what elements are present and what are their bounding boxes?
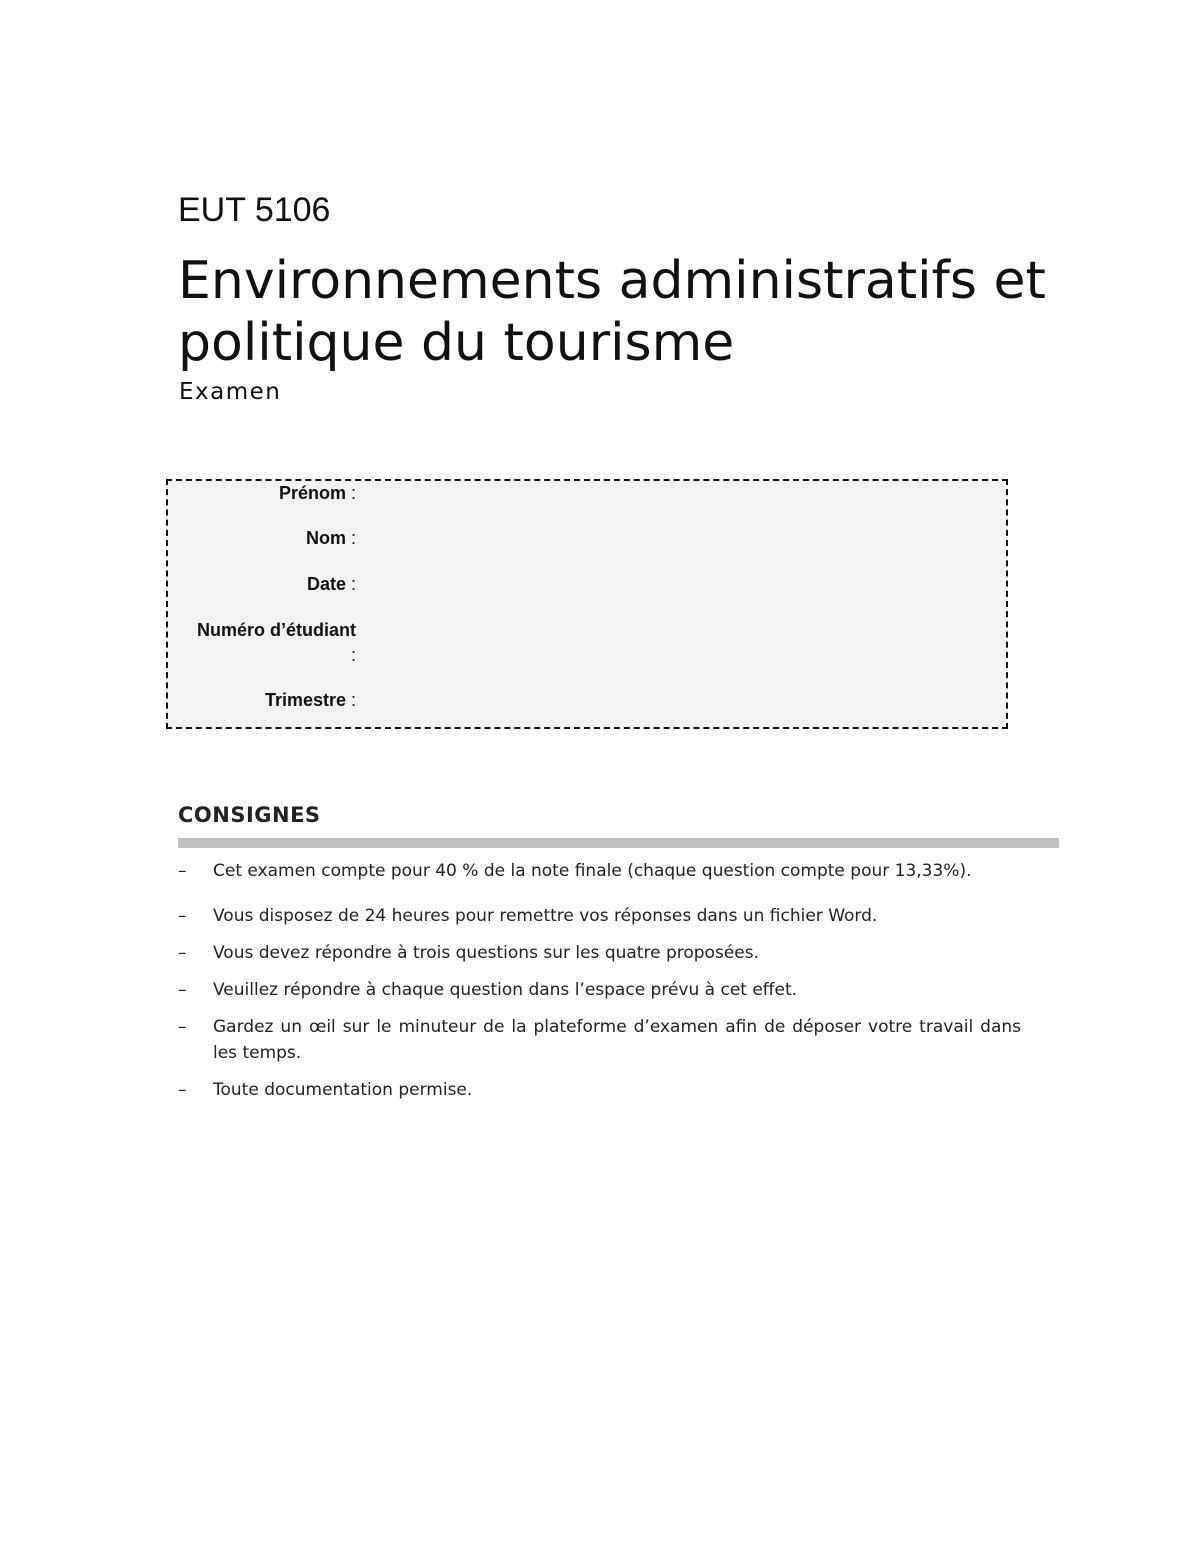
student-info-box <box>166 479 1008 729</box>
field-colon: : <box>345 483 356 503</box>
course-code: EUT 5106 <box>178 191 331 229</box>
heading-divider <box>178 838 1059 848</box>
instruction-text: Vous devez répondre à trois questions sur les quatre proposées. <box>213 943 759 963</box>
instruction-text: Toute documentation permise. <box>213 1080 473 1100</box>
field-colon: : <box>345 574 356 594</box>
dash-bullet: – <box>178 943 187 963</box>
document-type: Examen <box>179 379 282 405</box>
dash-bullet: – <box>178 1080 187 1100</box>
instructions-heading: CONSIGNES <box>178 803 321 827</box>
dash-bullet: – <box>178 980 187 1000</box>
instruction-text: Veuillez répondre à chaque question dans l’espace prévu à cet effet. <box>213 980 798 1000</box>
dash-bullet: – <box>178 861 187 881</box>
list-item <box>178 1077 1021 1103</box>
instruction-text: Vous disposez de 24 heures pour remettre vos réponses dans un fichier Word. <box>213 906 878 926</box>
field-label: Nom <box>305 528 346 548</box>
dash-bullet: – <box>178 906 187 926</box>
field-first-name[interactable] <box>279 481 356 506</box>
field-label: Numéro d’étudiant <box>196 620 356 640</box>
list-item <box>178 1014 1021 1066</box>
course-title: Environnements administratifs et politique du tourisme <box>178 251 1046 373</box>
field-colon: : <box>345 528 356 548</box>
field-label: Prénom <box>278 483 346 503</box>
instruction-text: Cet examen compte pour 40 % de la note finale (chaque question compte pour 13,33%). <box>213 861 972 881</box>
field-colon: : <box>345 690 356 710</box>
field-last-name[interactable] <box>306 526 356 551</box>
list-item <box>178 940 1021 966</box>
field-student-number[interactable] <box>196 618 356 668</box>
field-date[interactable] <box>307 572 356 597</box>
instruction-text: Gardez un œil sur le minuteur de la plateforme d’examen afin de déposer votre travail dans les temps. <box>213 1017 1021 1063</box>
field-label: Trimestre <box>264 690 346 710</box>
list-item <box>178 858 1021 884</box>
list-item <box>178 977 1021 1003</box>
dash-bullet: – <box>178 1017 187 1037</box>
field-label: Date <box>306 574 346 594</box>
field-term[interactable] <box>265 688 356 713</box>
list-item <box>178 903 1021 929</box>
field-colon: : <box>350 645 356 665</box>
instructions-list <box>178 858 1021 1114</box>
